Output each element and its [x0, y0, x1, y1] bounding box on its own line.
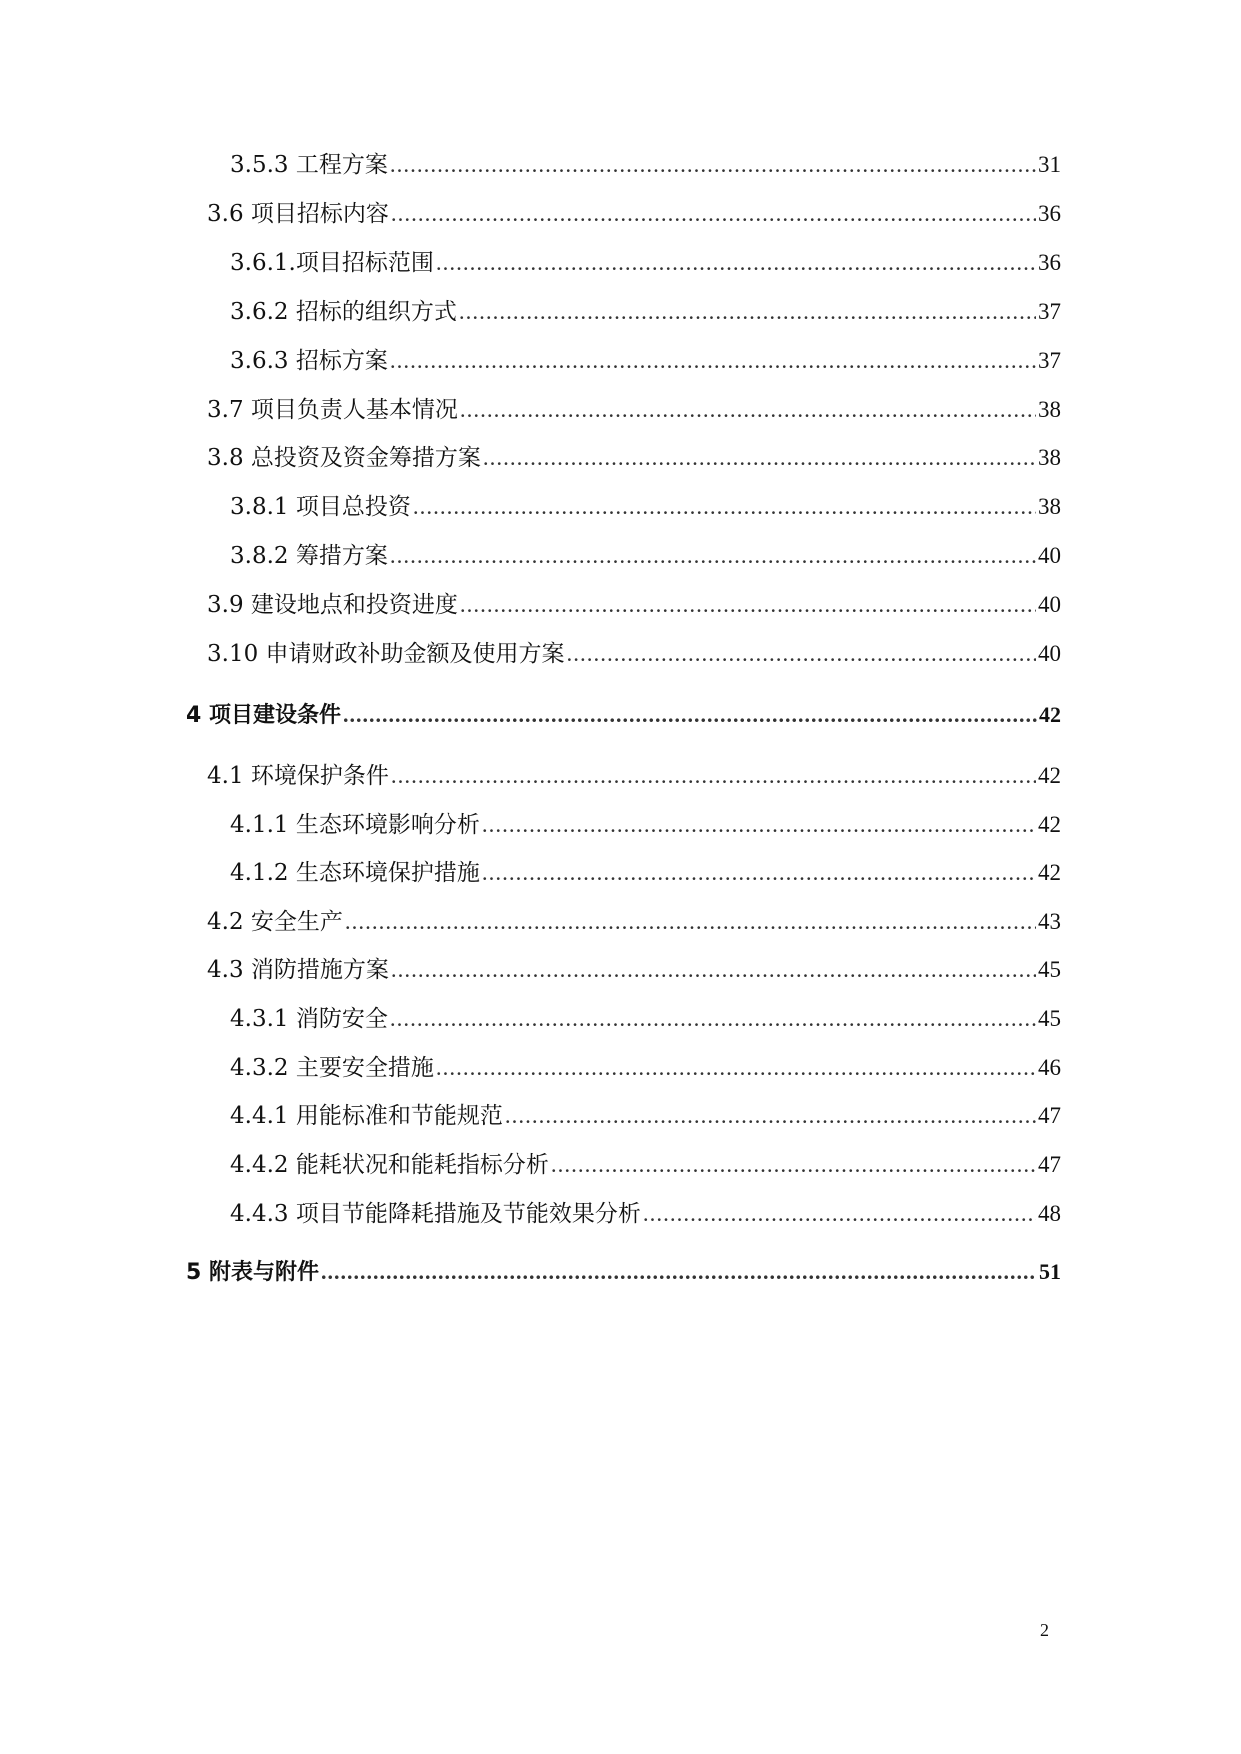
toc-entry-3-6-2[interactable]	[230, 297, 1061, 327]
toc-entry-chapter-5[interactable]	[186, 1257, 1061, 1288]
toc-dot-leader	[482, 810, 1036, 840]
toc-entry-4-3[interactable]	[207, 955, 1061, 985]
toc-dot-leader	[505, 1101, 1036, 1131]
toc-entry-page: 37	[1038, 299, 1061, 324]
toc-dot-leader	[551, 1150, 1036, 1180]
toc-entry-3-10[interactable]	[207, 639, 1061, 669]
toc-entry-title: 4.1 环境保护条件	[207, 763, 389, 789]
toc-entry-4-1-2[interactable]	[230, 858, 1061, 888]
toc-entry-3-9[interactable]	[207, 590, 1061, 620]
toc-dot-leader	[413, 492, 1036, 522]
toc-entry-title: 3.9 建设地点和投资进度	[207, 592, 458, 618]
toc-entry-title: 5 附表与附件	[186, 1260, 319, 1285]
toc-entry-title: 3.7 项目负责人基本情况	[207, 397, 458, 423]
toc-dot-leader	[460, 590, 1036, 620]
toc-dot-leader	[436, 1053, 1036, 1083]
toc-entry-3-6-1[interactable]	[230, 248, 1061, 278]
toc-entry-title: 4.3.2 主要安全措施	[230, 1055, 434, 1081]
toc-entry-page: 38	[1038, 445, 1061, 470]
toc-entry-title: 4.4.2 能耗状况和能耗指标分析	[230, 1152, 549, 1178]
toc-entry-title: 4.4.1 用能标准和节能规范	[230, 1103, 503, 1129]
toc-entry-page: 42	[1038, 763, 1061, 788]
toc-entry-4-4-2[interactable]	[230, 1150, 1061, 1180]
toc-dot-leader	[390, 541, 1036, 571]
toc-dot-leader	[460, 395, 1036, 425]
toc-entry-3-7[interactable]	[207, 395, 1061, 425]
toc-dot-leader	[391, 199, 1036, 229]
toc-entry-page: 48	[1038, 1201, 1061, 1226]
toc-entry-title: 4.1.2 生态环境保护措施	[230, 860, 480, 886]
toc-entry-page: 46	[1038, 1055, 1061, 1080]
toc-entry-page: 38	[1038, 494, 1061, 519]
toc-dot-leader	[436, 248, 1036, 278]
toc-entry-page: 40	[1038, 592, 1061, 617]
toc-dot-leader	[343, 700, 1037, 730]
toc-entry-title: 3.8.2 筹措方案	[230, 543, 388, 569]
toc-entry-4-2[interactable]	[207, 907, 1061, 937]
toc-entry-3-6-3[interactable]	[230, 346, 1061, 376]
toc-entry-title: 4.4.3 项目节能降耗措施及节能效果分析	[230, 1201, 641, 1227]
toc-entry-title: 3.6.1.项目招标范围	[230, 250, 434, 276]
toc-entry-page: 40	[1038, 641, 1061, 666]
toc-entry-3-8-1[interactable]	[230, 492, 1061, 522]
toc-entry-title: 3.10 申请财政补助金额及使用方案	[207, 641, 565, 667]
toc-entry-page: 43	[1038, 909, 1061, 934]
toc-dot-leader	[321, 1257, 1037, 1287]
toc-dot-leader	[567, 639, 1036, 669]
toc-entry-title: 4.2 安全生产	[207, 909, 343, 935]
toc-entry-title: 4.3.1 消防安全	[230, 1006, 388, 1032]
toc-entry-3-8[interactable]	[207, 443, 1061, 473]
toc-dot-leader	[390, 346, 1036, 376]
toc-entry-page: 47	[1038, 1152, 1061, 1177]
toc-entry-title: 3.8 总投资及资金筹措方案	[207, 445, 481, 471]
toc-entry-4-4-1[interactable]	[230, 1101, 1061, 1131]
toc-entry-title: 3.6.3 招标方案	[230, 348, 388, 374]
toc-dot-leader	[391, 761, 1036, 791]
toc-entry-4-3-2[interactable]	[230, 1053, 1061, 1083]
toc-dot-leader	[482, 858, 1036, 888]
toc-entry-page: 47	[1038, 1103, 1061, 1128]
toc-entry-chapter-4[interactable]	[186, 700, 1061, 731]
toc-entry-page: 42	[1038, 860, 1061, 885]
toc-entry-title: 3.6 项目招标内容	[207, 201, 389, 227]
toc-entry-page: 42	[1039, 702, 1061, 727]
toc-entry-4-1[interactable]	[207, 761, 1061, 791]
toc-dot-leader	[459, 297, 1036, 327]
toc-entry-title: 4.1.1 生态环境影响分析	[230, 812, 480, 838]
toc-dot-leader	[390, 150, 1036, 180]
toc-entry-page: 38	[1038, 397, 1061, 422]
toc-entry-page: 40	[1038, 543, 1061, 568]
toc-entry-title: 3.6.2 招标的组织方式	[230, 299, 457, 325]
toc-entry-title: 4.3 消防措施方案	[207, 957, 389, 983]
toc-entry-page: 42	[1038, 812, 1061, 837]
toc-entry-page: 31	[1038, 152, 1061, 177]
toc-dot-leader	[643, 1199, 1036, 1229]
toc-entry-4-3-1[interactable]	[230, 1004, 1061, 1034]
toc-dot-leader	[345, 907, 1036, 937]
page-number: 2	[1040, 1620, 1049, 1640]
toc-dot-leader	[390, 1004, 1036, 1034]
toc-entry-page: 51	[1039, 1259, 1061, 1284]
toc-entry-title: 3.8.1 项目总投资	[230, 494, 411, 520]
toc-entry-page: 36	[1038, 250, 1061, 275]
toc-dot-leader	[391, 955, 1036, 985]
toc-entry-page: 45	[1038, 1006, 1061, 1031]
toc-entry-3-5-3[interactable]	[230, 150, 1061, 180]
toc-entry-title: 4 项目建设条件	[186, 703, 341, 728]
toc-entry-title: 3.5.3 工程方案	[230, 152, 388, 178]
toc-entry-3-8-2[interactable]	[230, 541, 1061, 571]
toc-entry-4-4-3[interactable]	[230, 1199, 1061, 1229]
toc-entry-4-1-1[interactable]	[230, 810, 1061, 840]
toc-dot-leader	[483, 443, 1036, 473]
toc-entry-3-6[interactable]	[207, 199, 1061, 229]
toc-entry-page: 45	[1038, 957, 1061, 982]
toc-entry-page: 37	[1038, 348, 1061, 373]
toc-entry-page: 36	[1038, 201, 1061, 226]
